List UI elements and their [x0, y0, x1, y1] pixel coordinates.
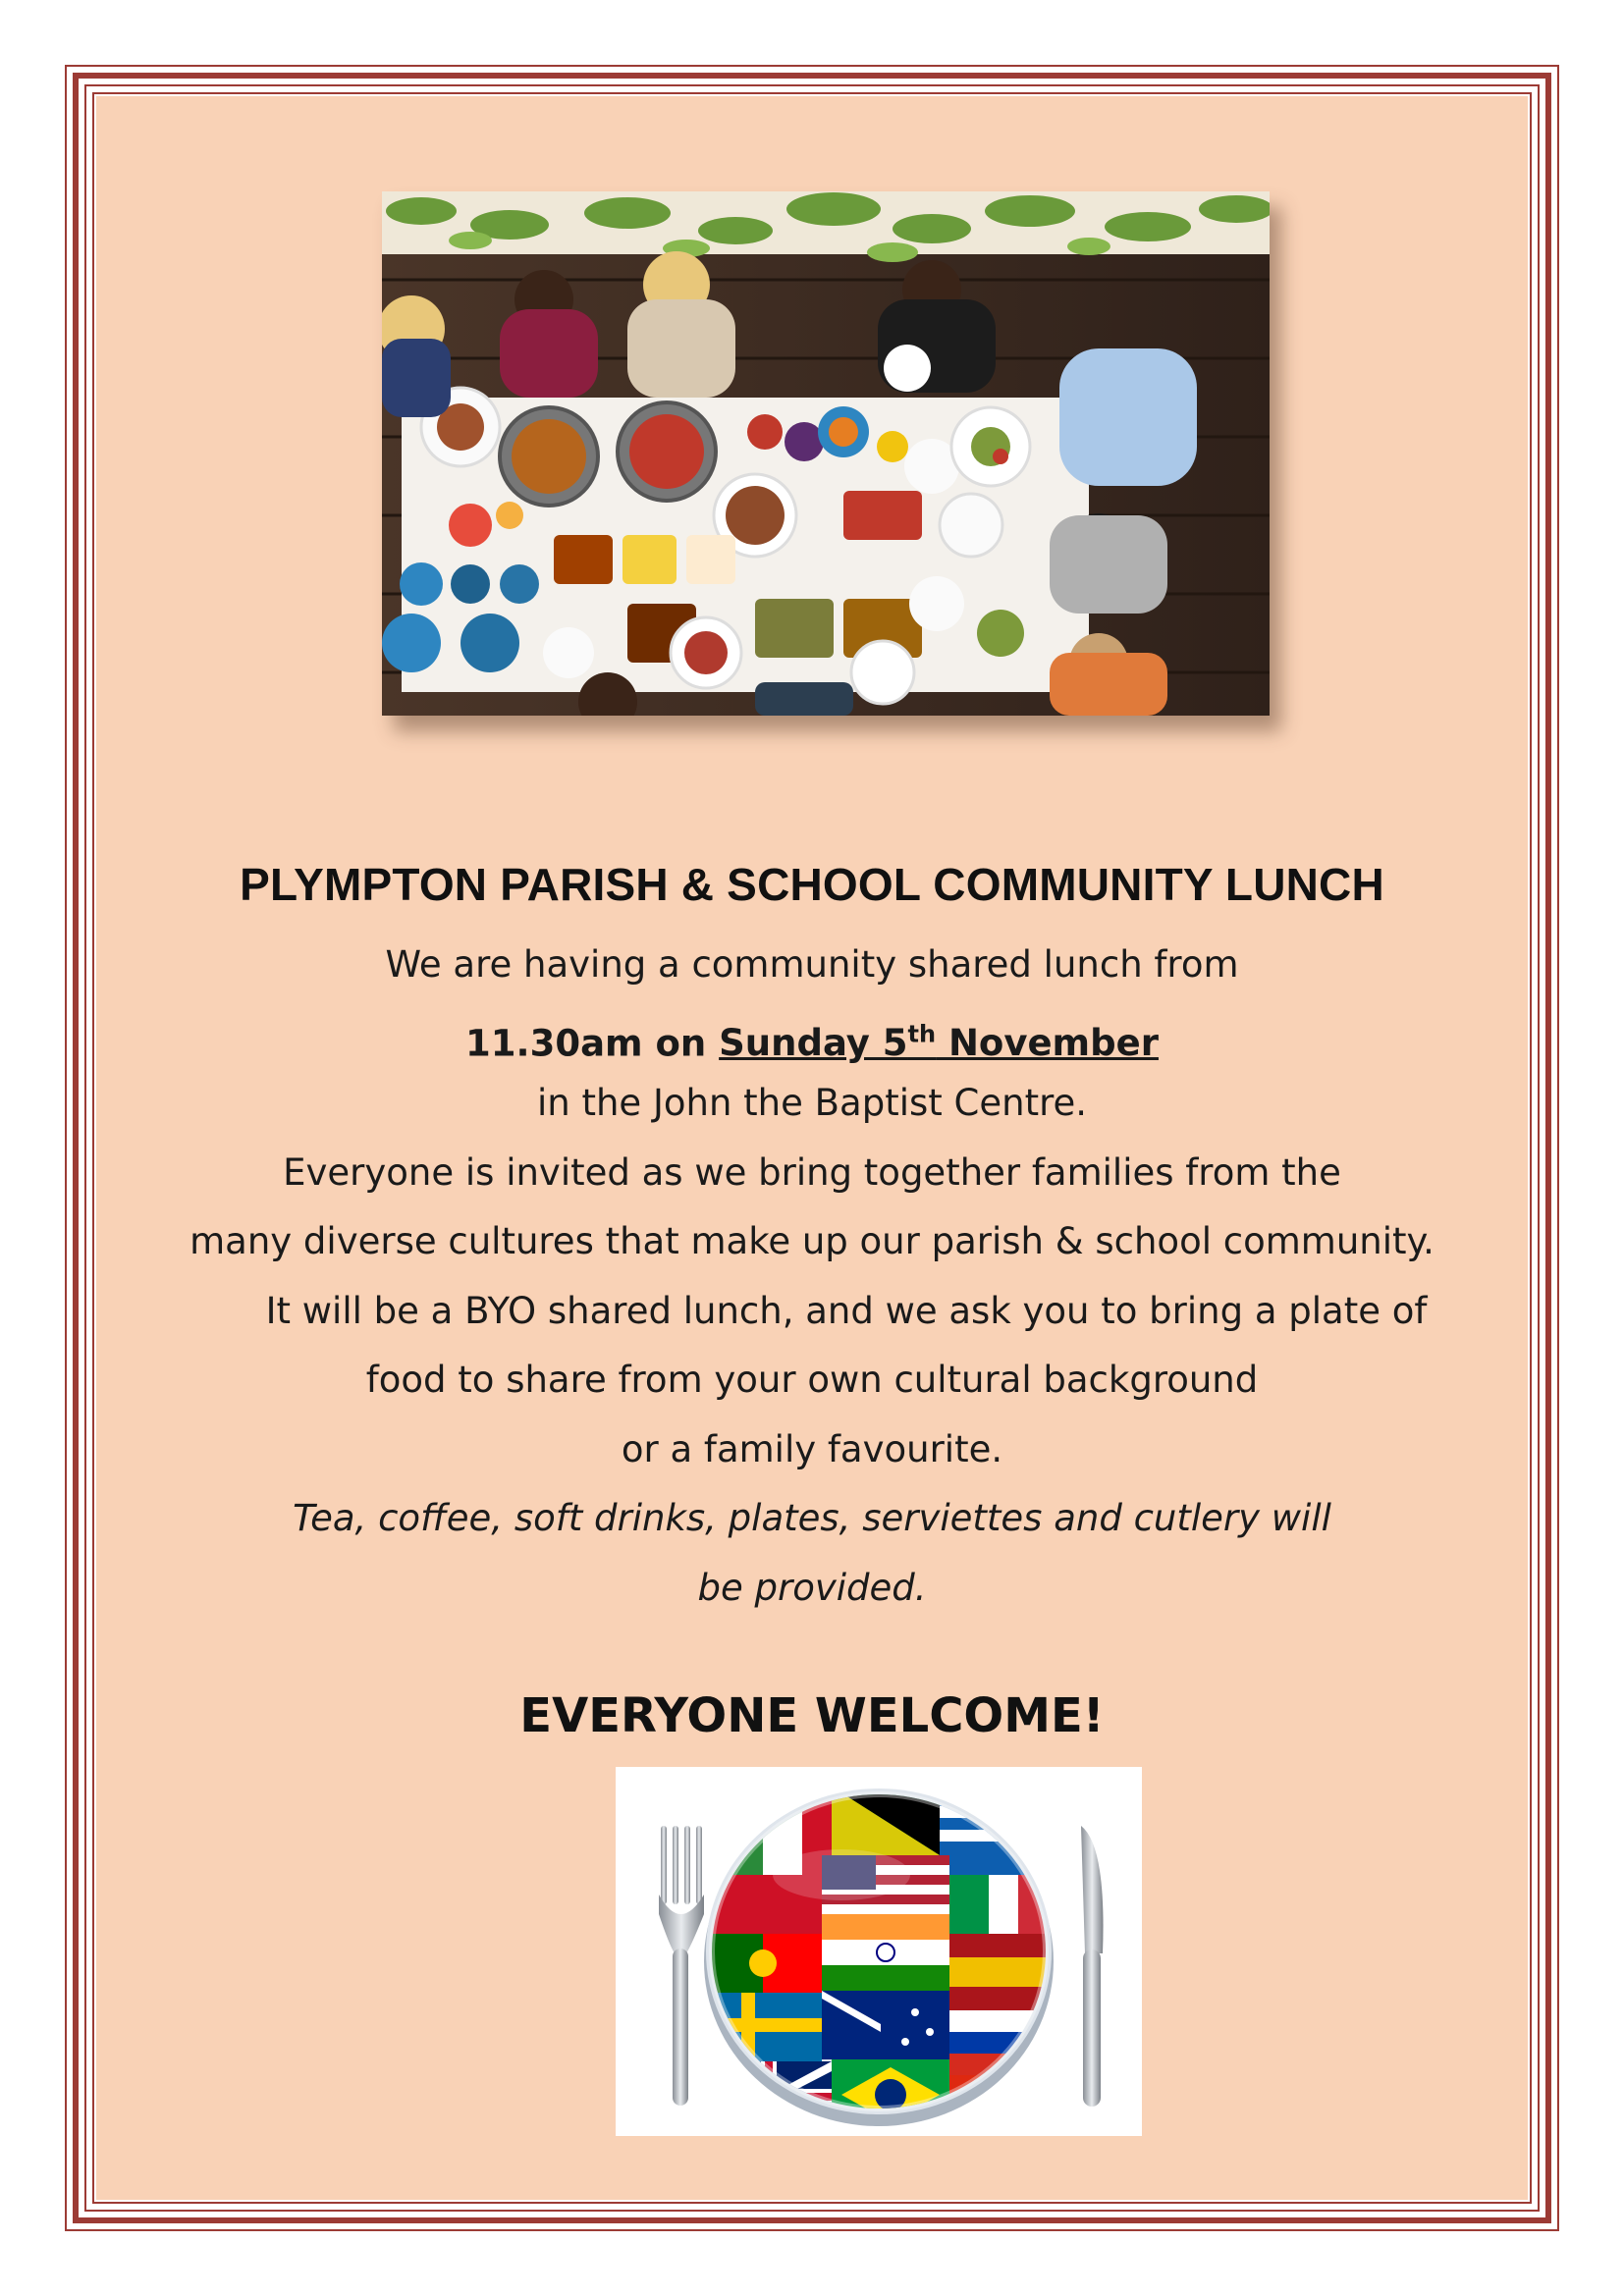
byo-line-1: It will be a BYO shared lunch, and we ask you to bring a plate of — [265, 1289, 1428, 1332]
ordinal-suffix: th — [907, 1020, 937, 1048]
page-border — [65, 65, 1559, 2231]
fork-icon — [659, 1826, 704, 2106]
date-time-line — [96, 1000, 1528, 1070]
event-headline: PLYMPTON PARISH & SCHOOL COMMUNITY LUNCH — [240, 859, 1384, 910]
event-date — [719, 1022, 1159, 1064]
flyer-panel — [96, 96, 1528, 2200]
flag-plate-image — [616, 1767, 1142, 2136]
intro-line: We are having a community shared lunch from — [385, 943, 1239, 986]
invite-line-2: many diverse cultures that make up our parish & school community. — [189, 1220, 1435, 1262]
provided-line-2: be provided. — [697, 1566, 927, 1609]
event-month: November — [936, 1021, 1159, 1064]
venue-line: in the John the Baptist Centre. — [536, 1082, 1088, 1124]
event-day: Sunday 5 — [719, 1021, 908, 1064]
knife-icon — [1081, 1826, 1104, 2107]
invite-line-1: Everyone is invited as we bring together families from the — [283, 1150, 1341, 1194]
event-time: 11.30am on — [465, 1021, 720, 1064]
event-description — [96, 931, 1528, 1623]
byo-line-3: or a family favourite. — [621, 1427, 1003, 1470]
provided-line-1: Tea, coffee, soft drinks, plates, serviettes and cutlery will — [293, 1497, 1331, 1539]
byo-line-2: food to share from your own cultural background — [365, 1359, 1259, 1401]
welcome-heading: EVERYONE WELCOME! — [519, 1688, 1105, 1743]
shared-lunch-photo — [382, 191, 1270, 716]
